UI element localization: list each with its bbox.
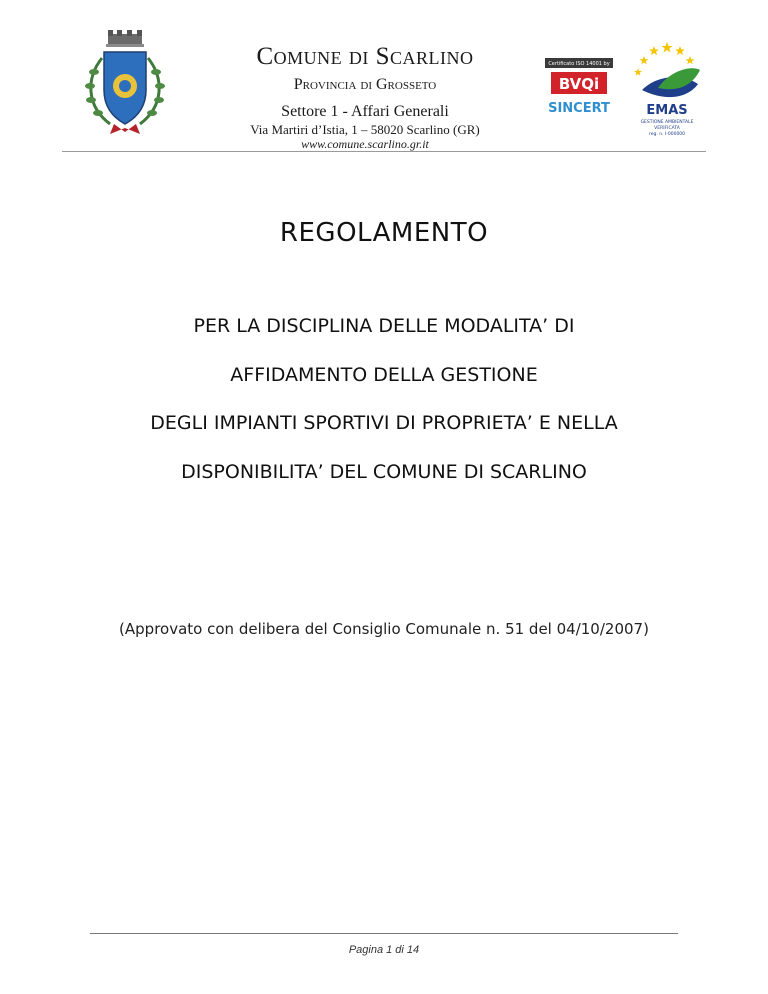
footer-divider <box>90 933 678 934</box>
document-title: REGOLAMENTO <box>279 218 489 248</box>
emas-reg: reg. n. I-000000 <box>648 132 686 137</box>
emas-logo-icon <box>628 40 706 140</box>
header-divider <box>62 151 706 152</box>
sector-name: Settore 1 - Affari Generali <box>281 103 449 120</box>
cert-label: Certificato ISO 14001 by <box>548 61 610 67</box>
cert-brand: BVQi <box>558 75 600 93</box>
subtitle-line: DEGLI IMPIANTI SPORTIVI DI PROPRIETA’ E NELLA <box>150 412 618 434</box>
municipality-name: Comune di Scarlino <box>256 43 474 70</box>
cert-brand-2: SINCERT <box>548 101 610 116</box>
letterhead-text <box>190 42 540 152</box>
emas-label: EMAS <box>646 103 688 118</box>
approval-note: (Approvato con delibera del Consiglio Comunale n. 51 del 04/10/2007) <box>119 620 649 638</box>
letterhead <box>0 0 768 160</box>
iso-certification-logo-icon <box>545 58 613 120</box>
emas-sub-2: VERIFICATA <box>654 126 680 131</box>
subtitle-line: AFFIDAMENTO DELLA GESTIONE <box>230 363 538 386</box>
website: www.comune.scarlino.gr.it <box>301 137 429 151</box>
emas-sub-1: GESTIONE AMBIENTALE <box>640 120 694 125</box>
coat-of-arms-icon <box>80 28 170 140</box>
document-subtitle <box>0 302 768 496</box>
province-name: Provincia di Grosseto <box>293 76 437 93</box>
page-number: Pagina 1 di 14 <box>348 944 420 956</box>
subtitle-line: PER LA DISCIPLINA DELLE MODALITA’ DI <box>193 315 575 337</box>
subtitle-line: DISPONIBILITA’ DEL COMUNE DI SCARLINO <box>181 460 587 483</box>
address: Via Martiri d’Istia, 1 – 58020 Scarlino (GR) <box>250 122 480 137</box>
